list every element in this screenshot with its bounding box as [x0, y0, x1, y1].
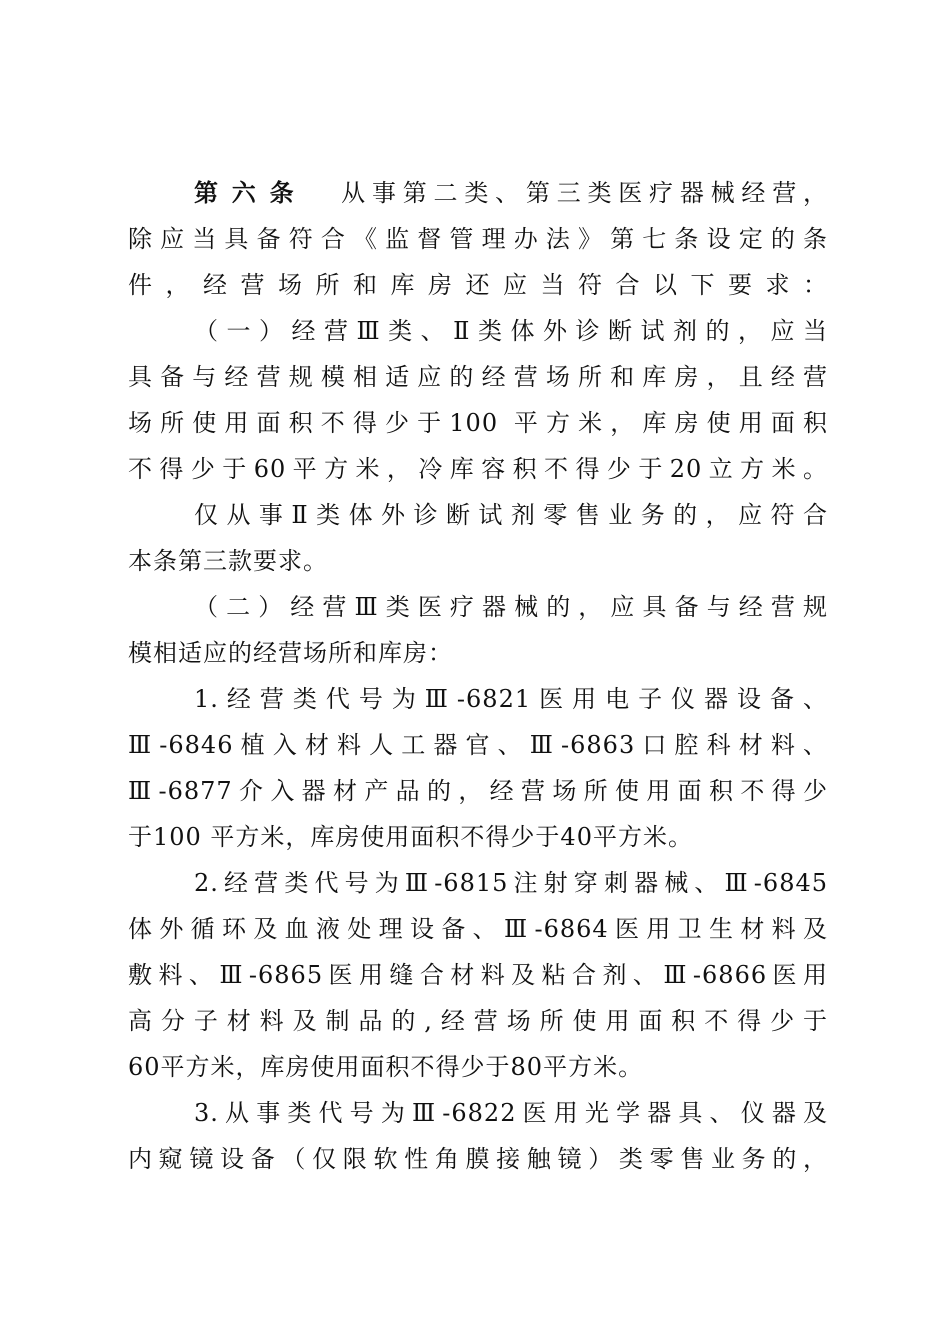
paragraph-line: 体外循环及血液处理设备、Ⅲ-6864医用卫生材料及: [128, 915, 828, 943]
paragraph-line: 场所使用面积不得少于100 平方米，库房使用面积: [128, 409, 828, 437]
paragraph-line: 于100 平方米，库房使用面积不得少于40平方米。: [128, 823, 693, 851]
paragraph-line: 内窥镜设备（仅限软性角膜接触镜）类零售业务的，: [128, 1145, 828, 1173]
paragraph-line: Ⅲ-6877介入器材产品的，经营场所使用面积不得少: [128, 777, 828, 805]
paragraph-text: 从事第二类、第三类医疗器械经营，: [335, 179, 829, 207]
article-heading-line: [194, 170, 828, 216]
paragraph-line: 2.经营类代号为Ⅲ-6815注射穿刺器械、Ⅲ-6845: [194, 869, 828, 897]
paragraph-line: 不得少于60平方米，冷库容积不得少于20立方米。: [128, 455, 828, 483]
paragraph-line: 高分子材料及制品的,经营场所使用面积不得少于: [128, 1007, 828, 1035]
paragraph-line: Ⅲ-6846植入材料人工器官、Ⅲ-6863口腔科材料、: [128, 731, 828, 759]
article-number: 第六条: [194, 178, 308, 207]
paragraph-line: 60平方米，库房使用面积不得少于80平方米。: [128, 1053, 644, 1081]
paragraph-line: 3.从事类代号为Ⅲ-6822医用光学器具、仪器及: [194, 1099, 828, 1127]
paragraph-line: 除应当具备符合《监督管理办法》第七条设定的条: [128, 225, 828, 253]
paragraph-line: 具备与经营规模相适应的经营场所和库房，且经营: [128, 363, 828, 391]
paragraph-line: 件，经营场所和库房还应当符合以下要求：: [128, 271, 828, 299]
paragraph-line: 仅从事Ⅱ类体外诊断试剂零售业务的，应符合: [194, 501, 828, 529]
paragraph-line: 敷料、Ⅲ-6865医用缝合材料及粘合剂、Ⅲ-6866医用: [128, 961, 828, 989]
paragraph-line: 模相适应的经营场所和库房：: [128, 639, 453, 667]
paragraph-line: （二）经营Ⅲ类医疗器械的，应具备与经营规: [194, 593, 828, 621]
paragraph-line: 本条第三款要求。: [128, 547, 328, 575]
paragraph-line: 1.经营类代号为Ⅲ-6821医用电子仪器设备、: [194, 685, 828, 713]
paragraph-line: （一）经营Ⅲ类、Ⅱ类体外诊断试剂的，应当: [194, 317, 828, 345]
